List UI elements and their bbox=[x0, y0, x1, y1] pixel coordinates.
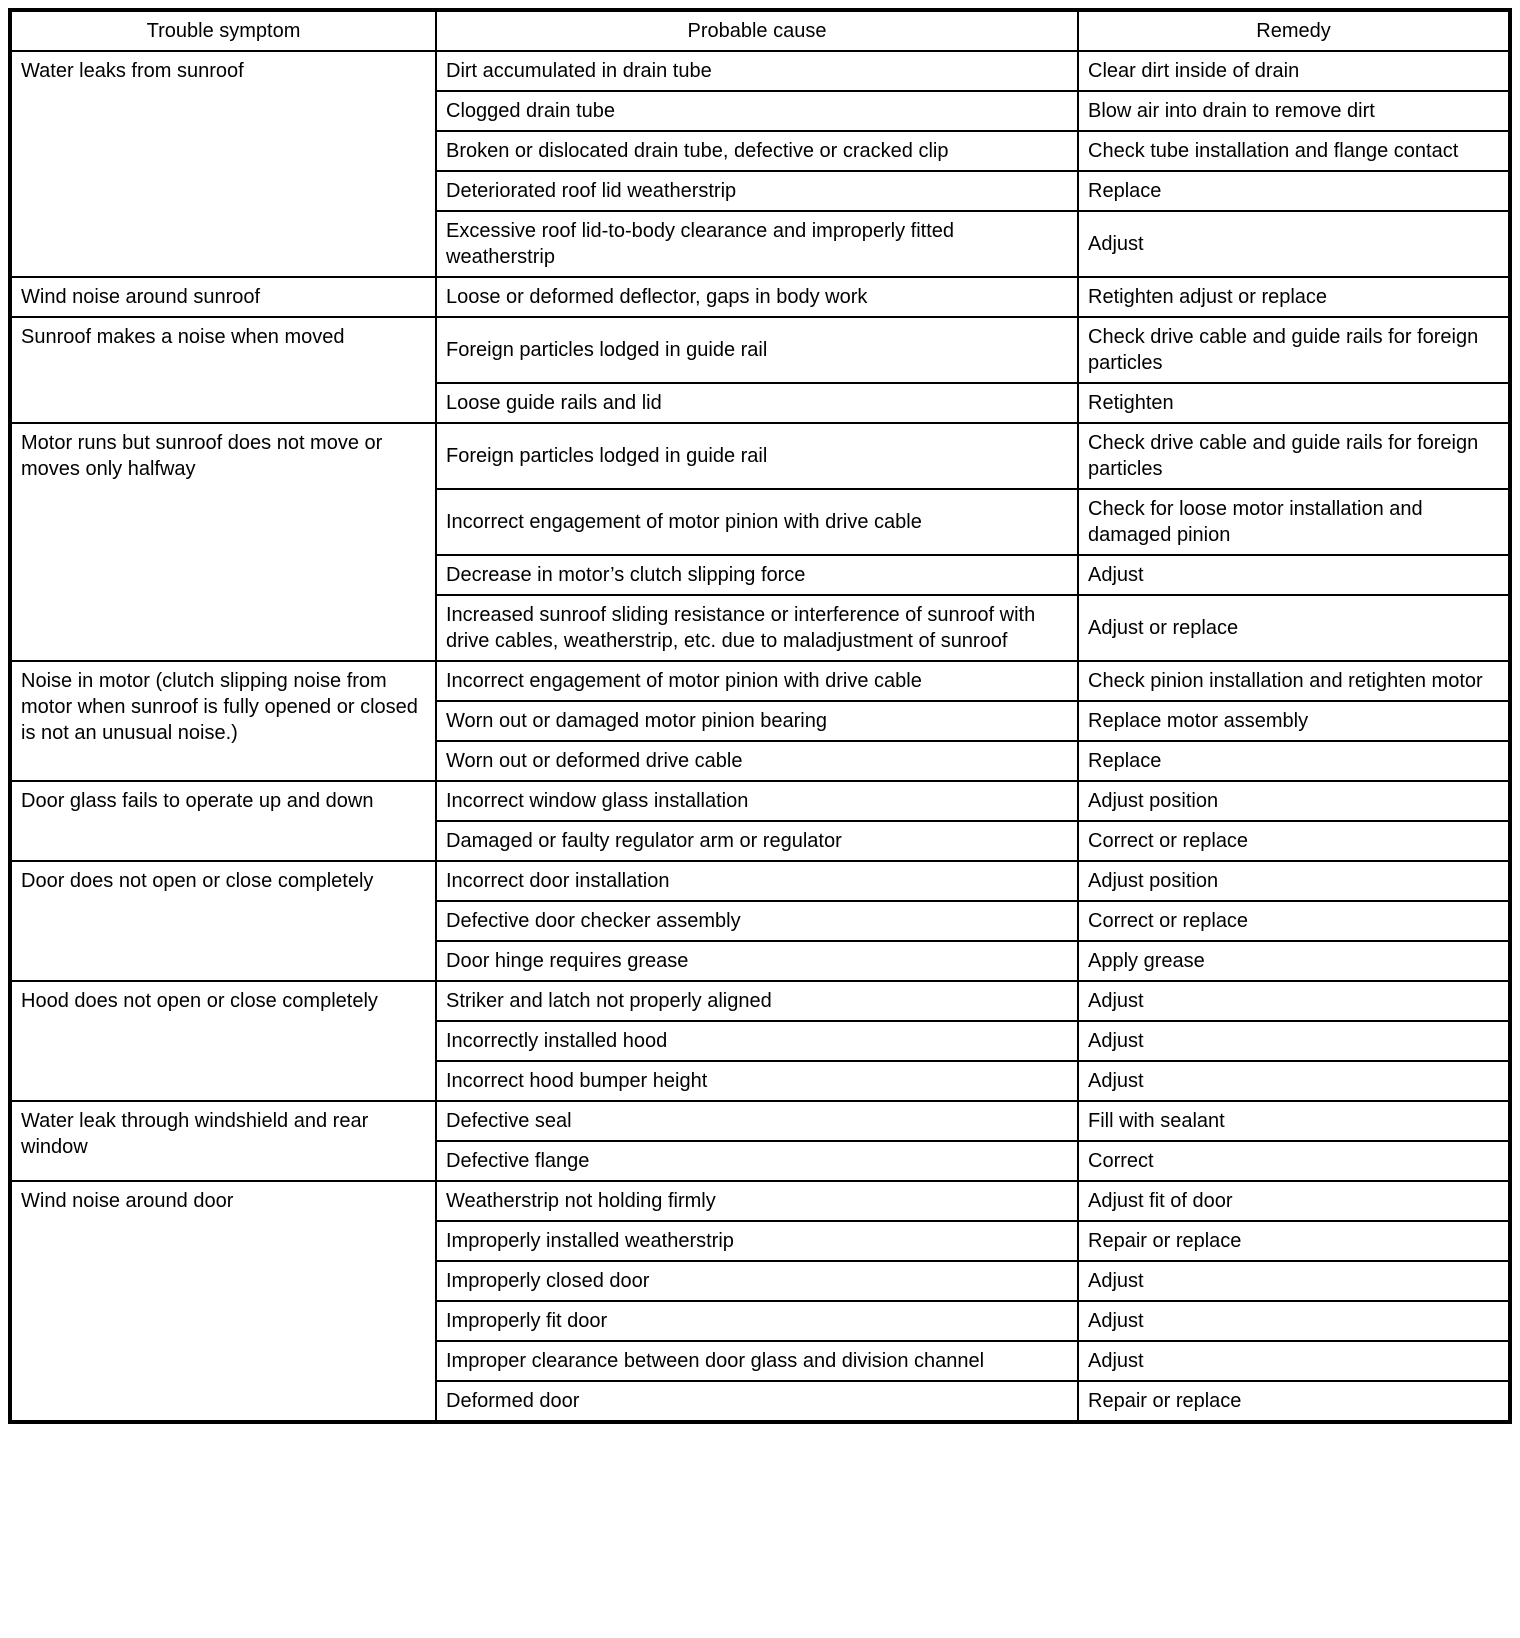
remedy-cell: Adjust bbox=[1078, 981, 1510, 1021]
cause-cell: Improperly closed door bbox=[436, 1261, 1078, 1301]
cause-cell: Dirt accumulated in drain tube bbox=[436, 51, 1078, 91]
remedy-cell: Adjust or replace bbox=[1078, 595, 1510, 661]
remedy-cell: Repair or replace bbox=[1078, 1381, 1510, 1422]
table-body bbox=[10, 51, 1510, 1422]
remedy-cell: Adjust bbox=[1078, 1261, 1510, 1301]
cause-cell: Defective door checker assembly bbox=[436, 901, 1078, 941]
symptom-cell: Door does not open or close completely bbox=[10, 861, 436, 981]
cause-cell: Incorrectly installed hood bbox=[436, 1021, 1078, 1061]
remedy-cell: Correct or replace bbox=[1078, 821, 1510, 861]
symptom-cell: Water leaks from sunroof bbox=[10, 51, 436, 277]
cause-cell: Clogged drain tube bbox=[436, 91, 1078, 131]
cause-cell: Damaged or faulty regulator arm or regulator bbox=[436, 821, 1078, 861]
remedy-cell: Adjust bbox=[1078, 211, 1510, 277]
symptom-cell: Sunroof makes a noise when moved bbox=[10, 317, 436, 423]
cause-cell: Improperly installed weatherstrip bbox=[436, 1221, 1078, 1261]
table-row bbox=[10, 317, 1510, 383]
symptom-cell: Motor runs but sunroof does not move or moves only halfway bbox=[10, 423, 436, 661]
remedy-cell: Blow air into drain to remove dirt bbox=[1078, 91, 1510, 131]
table-row bbox=[10, 1101, 1510, 1141]
cause-cell: Improperly fit door bbox=[436, 1301, 1078, 1341]
cause-cell: Striker and latch not properly aligned bbox=[436, 981, 1078, 1021]
remedy-cell: Retighten bbox=[1078, 383, 1510, 423]
cause-cell: Excessive roof lid-to-body clearance and improperly fitted weatherstrip bbox=[436, 211, 1078, 277]
header-remedy: Remedy bbox=[1078, 10, 1510, 51]
troubleshooting-table bbox=[8, 8, 1512, 1424]
remedy-cell: Adjust bbox=[1078, 555, 1510, 595]
cause-cell: Incorrect engagement of motor pinion with drive cable bbox=[436, 661, 1078, 701]
remedy-cell: Replace motor assembly bbox=[1078, 701, 1510, 741]
symptom-cell: Noise in motor (clutch slipping noise from motor when sunroof is fully opened or closed is not an unusual noise.) bbox=[10, 661, 436, 781]
cause-cell: Incorrect hood bumper height bbox=[436, 1061, 1078, 1101]
remedy-cell: Fill with sealant bbox=[1078, 1101, 1510, 1141]
cause-cell: Foreign particles lodged in guide rail bbox=[436, 317, 1078, 383]
remedy-cell: Check pinion installation and retighten motor bbox=[1078, 661, 1510, 701]
remedy-cell: Check drive cable and guide rails for foreign particles bbox=[1078, 423, 1510, 489]
remedy-cell: Adjust position bbox=[1078, 861, 1510, 901]
remedy-cell: Check tube installation and flange contact bbox=[1078, 131, 1510, 171]
cause-cell: Worn out or damaged motor pinion bearing bbox=[436, 701, 1078, 741]
table-row bbox=[10, 781, 1510, 821]
cause-cell: Loose or deformed deflector, gaps in body work bbox=[436, 277, 1078, 317]
cause-cell: Incorrect window glass installation bbox=[436, 781, 1078, 821]
remedy-cell: Replace bbox=[1078, 171, 1510, 211]
remedy-cell: Replace bbox=[1078, 741, 1510, 781]
cause-cell: Weatherstrip not holding firmly bbox=[436, 1181, 1078, 1221]
symptom-cell: Door glass fails to operate up and down bbox=[10, 781, 436, 861]
header-trouble-symptom: Trouble symptom bbox=[10, 10, 436, 51]
remedy-cell: Repair or replace bbox=[1078, 1221, 1510, 1261]
cause-cell: Door hinge requires grease bbox=[436, 941, 1078, 981]
remedy-cell: Adjust bbox=[1078, 1061, 1510, 1101]
table-row bbox=[10, 861, 1510, 901]
remedy-cell: Check for loose motor installation and damaged pinion bbox=[1078, 489, 1510, 555]
symptom-cell: Wind noise around sunroof bbox=[10, 277, 436, 317]
header-probable-cause: Probable cause bbox=[436, 10, 1078, 51]
cause-cell: Defective flange bbox=[436, 1141, 1078, 1181]
symptom-cell: Hood does not open or close completely bbox=[10, 981, 436, 1101]
remedy-cell: Adjust bbox=[1078, 1341, 1510, 1381]
cause-cell: Deteriorated roof lid weatherstrip bbox=[436, 171, 1078, 211]
cause-cell: Foreign particles lodged in guide rail bbox=[436, 423, 1078, 489]
cause-cell: Incorrect door installation bbox=[436, 861, 1078, 901]
cause-cell: Loose guide rails and lid bbox=[436, 383, 1078, 423]
remedy-cell: Retighten adjust or replace bbox=[1078, 277, 1510, 317]
remedy-cell: Adjust bbox=[1078, 1021, 1510, 1061]
cause-cell: Defective seal bbox=[436, 1101, 1078, 1141]
remedy-cell: Adjust bbox=[1078, 1301, 1510, 1341]
symptom-cell: Water leak through windshield and rear window bbox=[10, 1101, 436, 1181]
symptom-cell: Wind noise around door bbox=[10, 1181, 436, 1422]
cause-cell: Deformed door bbox=[436, 1381, 1078, 1422]
table-row bbox=[10, 423, 1510, 489]
table-row bbox=[10, 51, 1510, 91]
remedy-cell: Correct bbox=[1078, 1141, 1510, 1181]
table-row bbox=[10, 1181, 1510, 1221]
table-row bbox=[10, 981, 1510, 1021]
remedy-cell: Adjust position bbox=[1078, 781, 1510, 821]
table-row bbox=[10, 277, 1510, 317]
cause-cell: Decrease in motor’s clutch slipping force bbox=[436, 555, 1078, 595]
cause-cell: Increased sunroof sliding resistance or interference of sunroof with drive cables, weatherstrip, etc. due to maladjustment of sunroof bbox=[436, 595, 1078, 661]
remedy-cell: Clear dirt inside of drain bbox=[1078, 51, 1510, 91]
cause-cell: Improper clearance between door glass and division channel bbox=[436, 1341, 1078, 1381]
cause-cell: Worn out or deformed drive cable bbox=[436, 741, 1078, 781]
remedy-cell: Apply grease bbox=[1078, 941, 1510, 981]
remedy-cell: Adjust fit of door bbox=[1078, 1181, 1510, 1221]
table-row bbox=[10, 661, 1510, 701]
cause-cell: Broken or dislocated drain tube, defective or cracked clip bbox=[436, 131, 1078, 171]
remedy-cell: Correct or replace bbox=[1078, 901, 1510, 941]
remedy-cell: Check drive cable and guide rails for foreign particles bbox=[1078, 317, 1510, 383]
table-header-row bbox=[10, 10, 1510, 51]
cause-cell: Incorrect engagement of motor pinion with drive cable bbox=[436, 489, 1078, 555]
